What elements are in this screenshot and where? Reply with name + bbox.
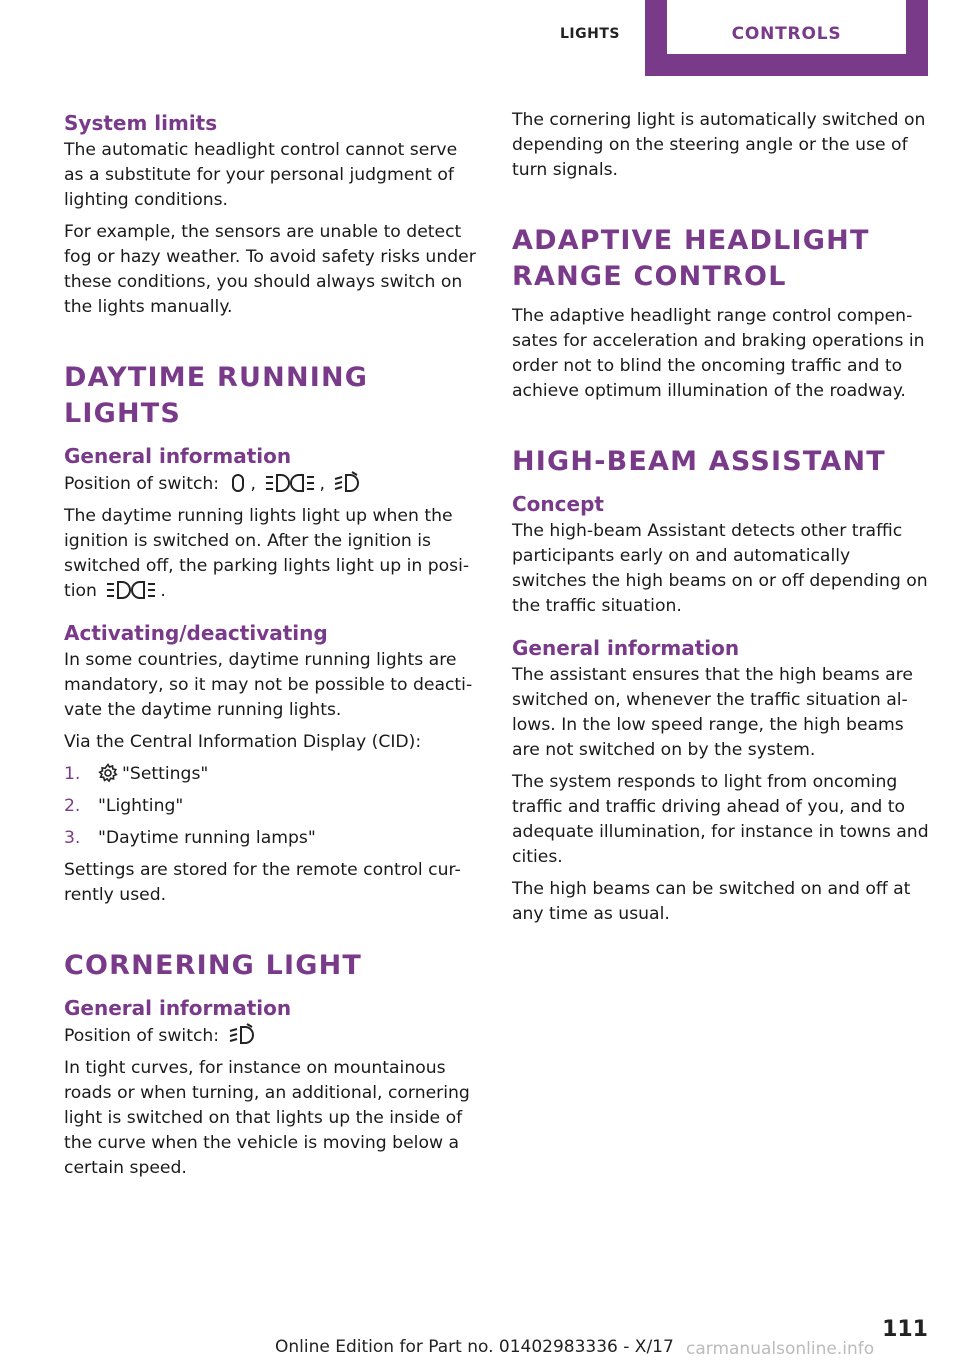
cornering-general-heading: General information bbox=[64, 996, 292, 1020]
list-item bbox=[64, 826, 482, 851]
parking-lights-icon bbox=[265, 473, 315, 493]
hba-p1: The high-beam Assistant detects other traffic participants early on and automatically switches the high beams on or off depending on the traffic situation. bbox=[512, 521, 928, 616]
page-footer bbox=[0, 1317, 960, 1361]
activating-p3: Via the Central Information Display (CID): bbox=[64, 732, 422, 752]
system-limits-p1: The automatic headlight control cannot serve as a substitute for your personal judgment of lighting conditions. bbox=[64, 140, 458, 210]
step-label: "Settings" bbox=[122, 764, 209, 784]
adaptive-heading-line2: RANGE CONTROL bbox=[512, 261, 787, 292]
left-column bbox=[64, 108, 482, 1188]
drl-position-line bbox=[64, 471, 482, 497]
hba-p2: The assistant ensures that the high beams are switched on, whenever the traffic situation al-lows. In the low speed range, the high beams are not switched on by the system. bbox=[512, 665, 913, 760]
steps-list bbox=[64, 762, 482, 851]
adaptive-heading-line1: ADAPTIVE HEADLIGHT bbox=[512, 225, 870, 256]
list-item bbox=[64, 794, 482, 819]
activating-p2: In some countries, daytime running lights are mandatory, so it may not be possible to deacti-vate the daytime running lights. bbox=[64, 650, 473, 720]
list-item bbox=[64, 762, 482, 787]
cornering-position-label: Position of switch: bbox=[64, 1026, 220, 1046]
step-label: "Lighting" bbox=[98, 796, 184, 816]
header-chapter-label: CONTROLS bbox=[667, 0, 906, 54]
system-limits-p2: For example, the sensors are unable to detect fog or hazy weather. To avoid safety risks under these conditions, you should always switch on the lights manually. bbox=[64, 222, 476, 317]
activating-p4: Settings are stored for the remote control cur-rently used. bbox=[64, 860, 461, 905]
cornering-p1: In tight curves, for instance on mountainous roads or when turning, an additional, cornering light is switched on that lights up the inside of the curve when the vehicle is moving below a certain speed. bbox=[64, 1058, 470, 1178]
step-number: 2. bbox=[64, 796, 81, 816]
drl-position-label: Position of switch: bbox=[64, 474, 220, 494]
cornering-continued: The cornering light is automatically switched on depending on the steering angle or the use of turn signals. bbox=[512, 110, 926, 180]
hba-heading: HIGH-BEAM ASSISTANT bbox=[512, 446, 886, 477]
gear-icon bbox=[98, 763, 118, 783]
step-label: "Daytime running lamps" bbox=[98, 828, 316, 848]
cornering-heading: CORNERING LIGHT bbox=[64, 950, 363, 981]
drl-sep-1: , bbox=[250, 474, 257, 494]
drl-heading: DAYTIME RUNNING LIGHTS bbox=[64, 362, 369, 429]
drl-p1-tail: tion bbox=[64, 581, 97, 601]
activating-heading: Activating/deactivating bbox=[64, 621, 328, 645]
page-number: 111 bbox=[882, 1317, 928, 1342]
header-chapter-tab bbox=[645, 0, 928, 76]
hba-general-heading: General information bbox=[512, 636, 740, 660]
cornering-position-line bbox=[64, 1023, 482, 1049]
drl-p1-end: . bbox=[160, 581, 166, 601]
adaptive-p1: The adaptive headlight range control compen-sates for acceleration and braking operations in order not to blind the oncoming traffic and to achieve optimum illumination of the roadway. bbox=[512, 306, 925, 401]
step-number: 3. bbox=[64, 828, 81, 848]
drl-general-heading: General information bbox=[64, 444, 292, 468]
parking-lights-icon bbox=[106, 580, 156, 600]
hba-p3: The system responds to light from oncoming traffic and traffic driving ahead of you, and to adequate illumination, for instance in towns and cities. bbox=[512, 772, 929, 867]
online-edition-note: Online Edition for Part no. 01402983336 - X/17 bbox=[275, 1337, 674, 1357]
right-column bbox=[512, 108, 930, 934]
low-beam-icon bbox=[229, 1023, 255, 1045]
step-number: 1. bbox=[64, 764, 81, 784]
header-section-label: LIGHTS bbox=[560, 26, 620, 42]
hba-p4: The high beams can be switched on and off at any time as usual. bbox=[512, 879, 911, 924]
page-header bbox=[0, 0, 960, 80]
drl-sep-2: , bbox=[319, 474, 325, 494]
low-beam-icon bbox=[334, 471, 360, 493]
drl-p1 bbox=[64, 504, 482, 604]
system-limits-heading: System limits bbox=[64, 111, 218, 135]
step-text bbox=[98, 762, 208, 787]
watermark: carmanualsonline.info bbox=[686, 1339, 875, 1359]
lights-off-icon bbox=[229, 473, 247, 493]
hba-concept-heading: Concept bbox=[512, 492, 604, 516]
drl-p1-text: The daytime running lights light up when the ignition is switched on. After the ignition is switched off, the parking lights light up in posi- bbox=[64, 506, 470, 576]
adaptive-heading bbox=[512, 223, 930, 295]
